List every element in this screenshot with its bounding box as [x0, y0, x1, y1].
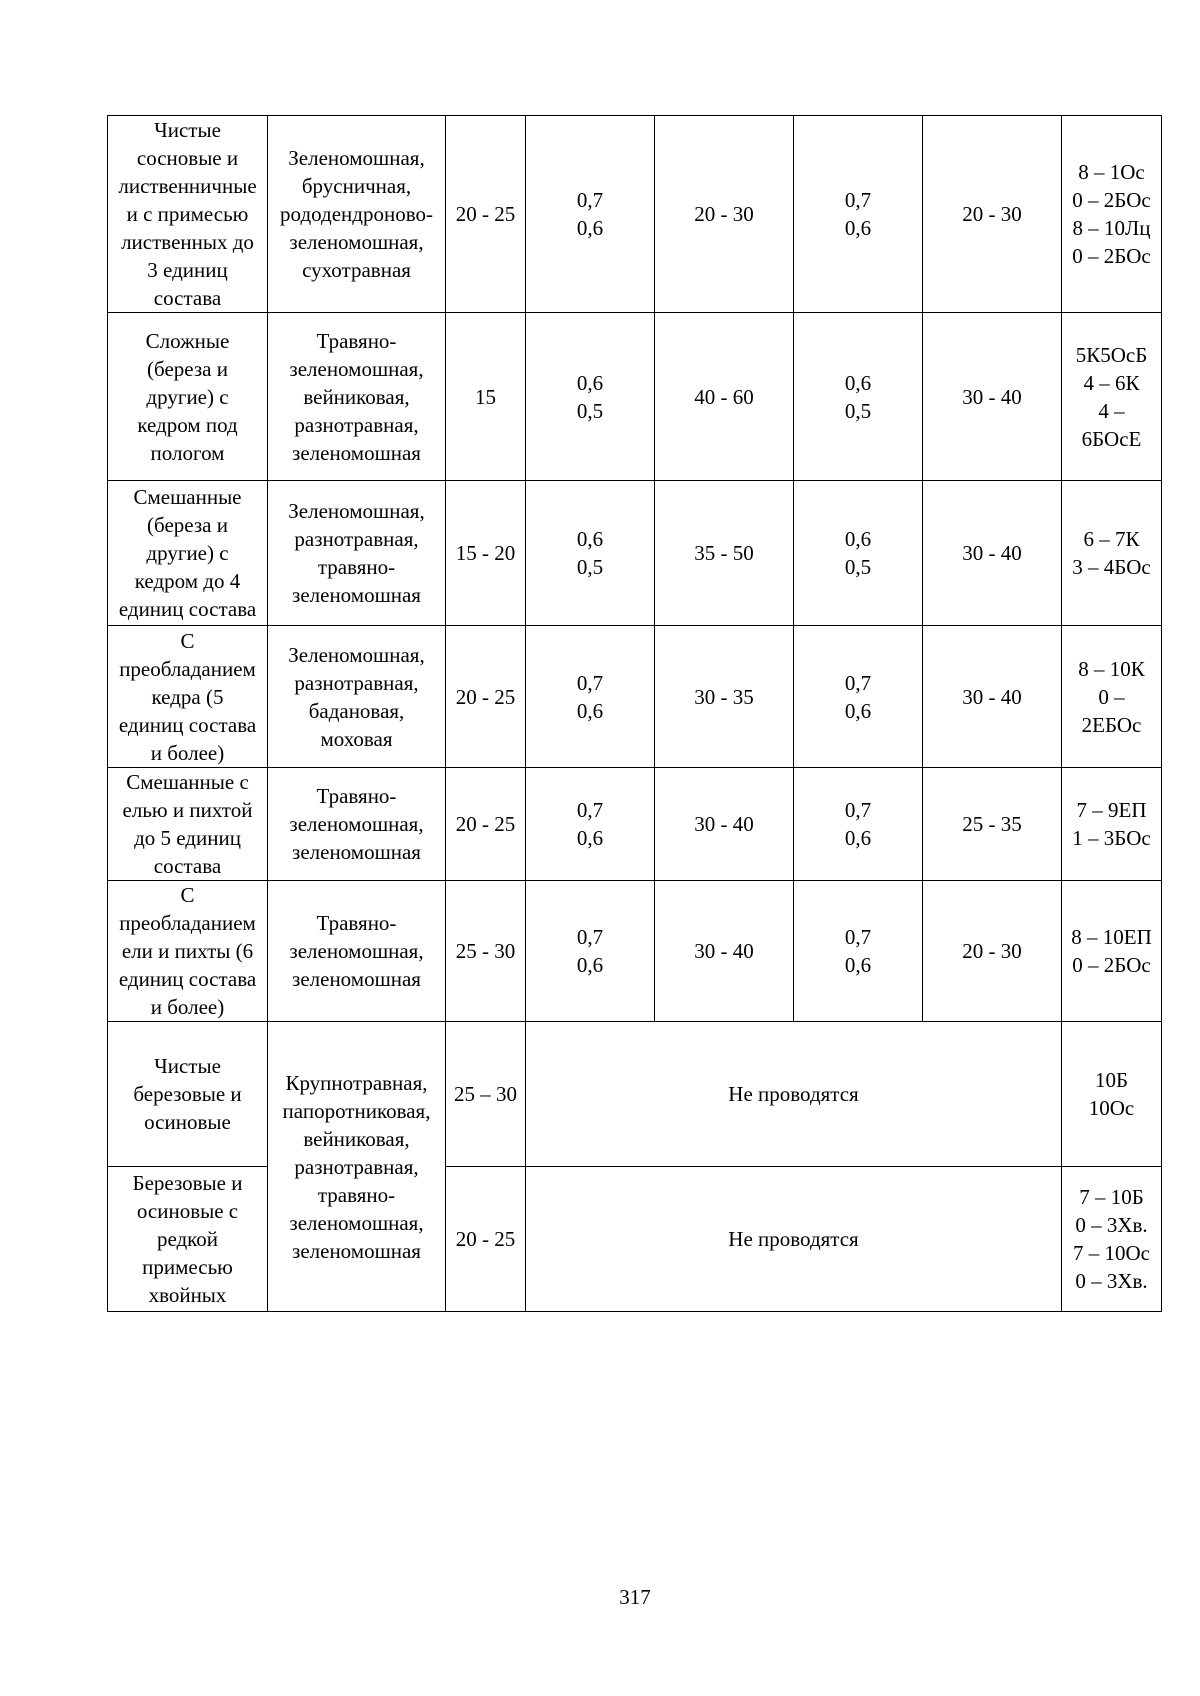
stand-text: Чистые сосновые и лиственничные и с примесью лиственных до 3 единиц состава	[118, 118, 257, 310]
age-cell	[446, 1022, 526, 1167]
composition-text: 7 – 10Б 0 – 3Хв. 7 – 10Ос 0 – 3Хв.	[1073, 1185, 1150, 1293]
page-number: 317	[619, 1585, 651, 1609]
not-performed-text: Не проводятся	[728, 1227, 859, 1251]
age-text: 20 - 25	[455, 1227, 516, 1251]
intensity-second-text: 20 - 30	[962, 939, 1022, 963]
forest-type-cell	[268, 881, 446, 1022]
forest-type-text: Зеленомошная, разнотравная, травяно- зеленомошная	[288, 499, 425, 607]
composition-text: 7 – 9ЕП 1 – 3БОс	[1072, 798, 1151, 850]
intensity-second-cell	[923, 881, 1062, 1022]
stand-text: С преобладанием ели и пихты (6 единиц состава и более)	[118, 883, 257, 1019]
intensity-first-cell	[655, 881, 794, 1022]
density-after-text: 0,7 0,6	[844, 188, 872, 240]
composition-text: 8 – 10К 0 – 2ЕБОс	[1078, 656, 1145, 737]
age-text: 25 - 30	[455, 939, 516, 963]
intensity-first-cell	[655, 481, 794, 626]
forest-type-cell	[268, 768, 446, 881]
forest-type-text: Травяно- зеленомошная, вейниковая, разнотравная, зеленомошная	[289, 328, 424, 465]
age-cell	[446, 768, 526, 881]
composition-cell	[1062, 768, 1162, 881]
table-row	[108, 481, 1162, 626]
stand-cell	[108, 116, 268, 313]
density-after-cell	[794, 768, 923, 881]
age-cell	[446, 1167, 526, 1312]
intensity-second-text: 30 - 40	[962, 684, 1022, 709]
stand-text: Чистые березовые и осиновые	[133, 1054, 242, 1134]
density-before-text: 0,7 0,6	[576, 798, 604, 850]
age-text: 20 - 25	[455, 812, 516, 836]
intensity-first-text: 30 - 40	[694, 812, 754, 836]
age-cell	[446, 626, 526, 768]
density-after-text: 0,7 0,6	[844, 925, 872, 977]
age-cell	[446, 313, 526, 481]
forest-type-text: Травяно- зеленомошная, зеленомошная	[289, 784, 424, 864]
not-performed-cell	[526, 1022, 1062, 1167]
composition-cell	[1062, 881, 1162, 1022]
composition-text: 6 – 7К 3 – 4БОс	[1072, 527, 1151, 579]
density-after-text: 0,6 0,5	[844, 370, 872, 423]
age-text: 20 - 25	[455, 684, 516, 709]
stand-text: Сложные (береза и другие) с кедром под пологом	[137, 328, 238, 465]
composition-text: 10Б 10Ос	[1088, 1068, 1135, 1120]
table-row	[108, 116, 1162, 313]
table-row	[108, 768, 1162, 881]
composition-cell	[1062, 626, 1162, 768]
density-before-text: 0,7 0,6	[576, 188, 604, 240]
density-after-text: 0,6 0,5	[844, 527, 872, 579]
age-text: 15	[475, 384, 496, 409]
composition-text: 8 – 10ЕП 0 – 2БОс	[1071, 925, 1152, 977]
composition-text: 5К5ОсБ 4 – 6К 4 – 6БОсЕ	[1075, 342, 1148, 451]
intensity-first-text: 35 - 50	[694, 541, 754, 565]
density-before-text: 0,7 0,6	[576, 925, 604, 977]
intensity-second-cell	[923, 768, 1062, 881]
composition-cell	[1062, 1022, 1162, 1167]
table-row	[108, 1022, 1162, 1167]
intensity-first-text: 40 - 60	[694, 384, 754, 409]
age-cell	[446, 481, 526, 626]
density-before-text: 0,7 0,6	[576, 670, 604, 723]
density-before-text: 0,6 0,5	[576, 370, 604, 423]
table-row	[108, 626, 1162, 768]
intensity-first-text: 20 - 30	[694, 202, 754, 226]
table-row	[108, 313, 1162, 481]
density-after-cell	[794, 626, 923, 768]
density-after-cell	[794, 481, 923, 626]
stand-cell	[108, 1022, 268, 1167]
age-text: 15 - 20	[455, 541, 516, 565]
age-cell	[446, 881, 526, 1022]
forest-type-cell	[268, 116, 446, 313]
age-cell	[446, 116, 526, 313]
forest-type-text: Травяно- зеленомошная, зеленомошная	[289, 911, 424, 991]
composition-cell	[1062, 116, 1162, 313]
intensity-second-cell	[923, 481, 1062, 626]
stand-cell	[108, 1167, 268, 1312]
density-after-text: 0,7 0,6	[844, 798, 872, 850]
stand-text: Березовые и осиновые с редкой примесью хвойных	[132, 1171, 243, 1307]
density-before-cell	[526, 313, 655, 481]
stand-text: Смешанные (береза и другие) с кедром до 4 единиц состава	[118, 485, 257, 621]
density-before-cell	[526, 626, 655, 768]
intensity-second-text: 30 - 40	[962, 384, 1022, 409]
intensity-second-text: 20 - 30	[962, 202, 1022, 226]
not-performed-text: Не проводятся	[728, 1082, 859, 1106]
table-row	[108, 1167, 1162, 1312]
intensity-first-cell	[655, 768, 794, 881]
table-row	[108, 881, 1162, 1022]
composition-text: 8 – 1Ос 0 – 2БОс 8 – 10Лц 0 – 2БОс	[1072, 160, 1151, 268]
density-before-cell	[526, 481, 655, 626]
density-after-text: 0,7 0,6	[844, 670, 872, 723]
density-after-cell	[794, 881, 923, 1022]
not-performed-cell	[526, 1167, 1062, 1312]
stand-cell	[108, 626, 268, 768]
forest-thinning-table	[107, 115, 1162, 1312]
density-after-cell	[794, 116, 923, 313]
intensity-second-cell	[923, 626, 1062, 768]
intensity-first-cell	[655, 116, 794, 313]
intensity-second-cell	[923, 313, 1062, 481]
stand-cell	[108, 768, 268, 881]
stand-cell	[108, 313, 268, 481]
density-before-text: 0,6 0,5	[576, 527, 604, 579]
density-after-cell	[794, 313, 923, 481]
intensity-second-text: 25 - 35	[962, 812, 1022, 836]
intensity-second-cell	[923, 116, 1062, 313]
forest-type-text: Зеленомошная, брусничная, рододендроново- зеленомошная, сухотравная	[280, 146, 433, 282]
composition-cell	[1062, 1167, 1162, 1312]
intensity-second-text: 30 - 40	[962, 541, 1022, 565]
density-before-cell	[526, 116, 655, 313]
forest-type-cell	[268, 1022, 446, 1312]
forest-type-cell	[268, 626, 446, 768]
stand-text: С преобладанием кедра (5 единиц состава и более)	[118, 628, 257, 765]
age-text: 25 – 30	[454, 1082, 517, 1106]
intensity-first-text: 30 - 40	[694, 939, 754, 963]
composition-cell	[1062, 313, 1162, 481]
composition-cell	[1062, 481, 1162, 626]
stand-cell	[108, 881, 268, 1022]
forest-type-text: Зеленомошная, разнотравная, бадановая, моховая	[288, 642, 425, 751]
intensity-first-text: 30 - 35	[694, 684, 754, 709]
intensity-first-cell	[655, 313, 794, 481]
age-text: 20 - 25	[455, 202, 516, 226]
density-before-cell	[526, 768, 655, 881]
forest-type-text: Крупнотравная, папоротниковая, вейниковая, разнотравная, травяно- зеленомошная, зеленомошная	[282, 1070, 431, 1263]
density-before-cell	[526, 881, 655, 1022]
stand-cell	[108, 481, 268, 626]
table-body	[108, 116, 1162, 1312]
forest-type-cell	[268, 481, 446, 626]
forest-type-cell	[268, 313, 446, 481]
intensity-first-cell	[655, 626, 794, 768]
stand-text: Смешанные с елью и пихтой до 5 единиц состава	[122, 770, 253, 878]
